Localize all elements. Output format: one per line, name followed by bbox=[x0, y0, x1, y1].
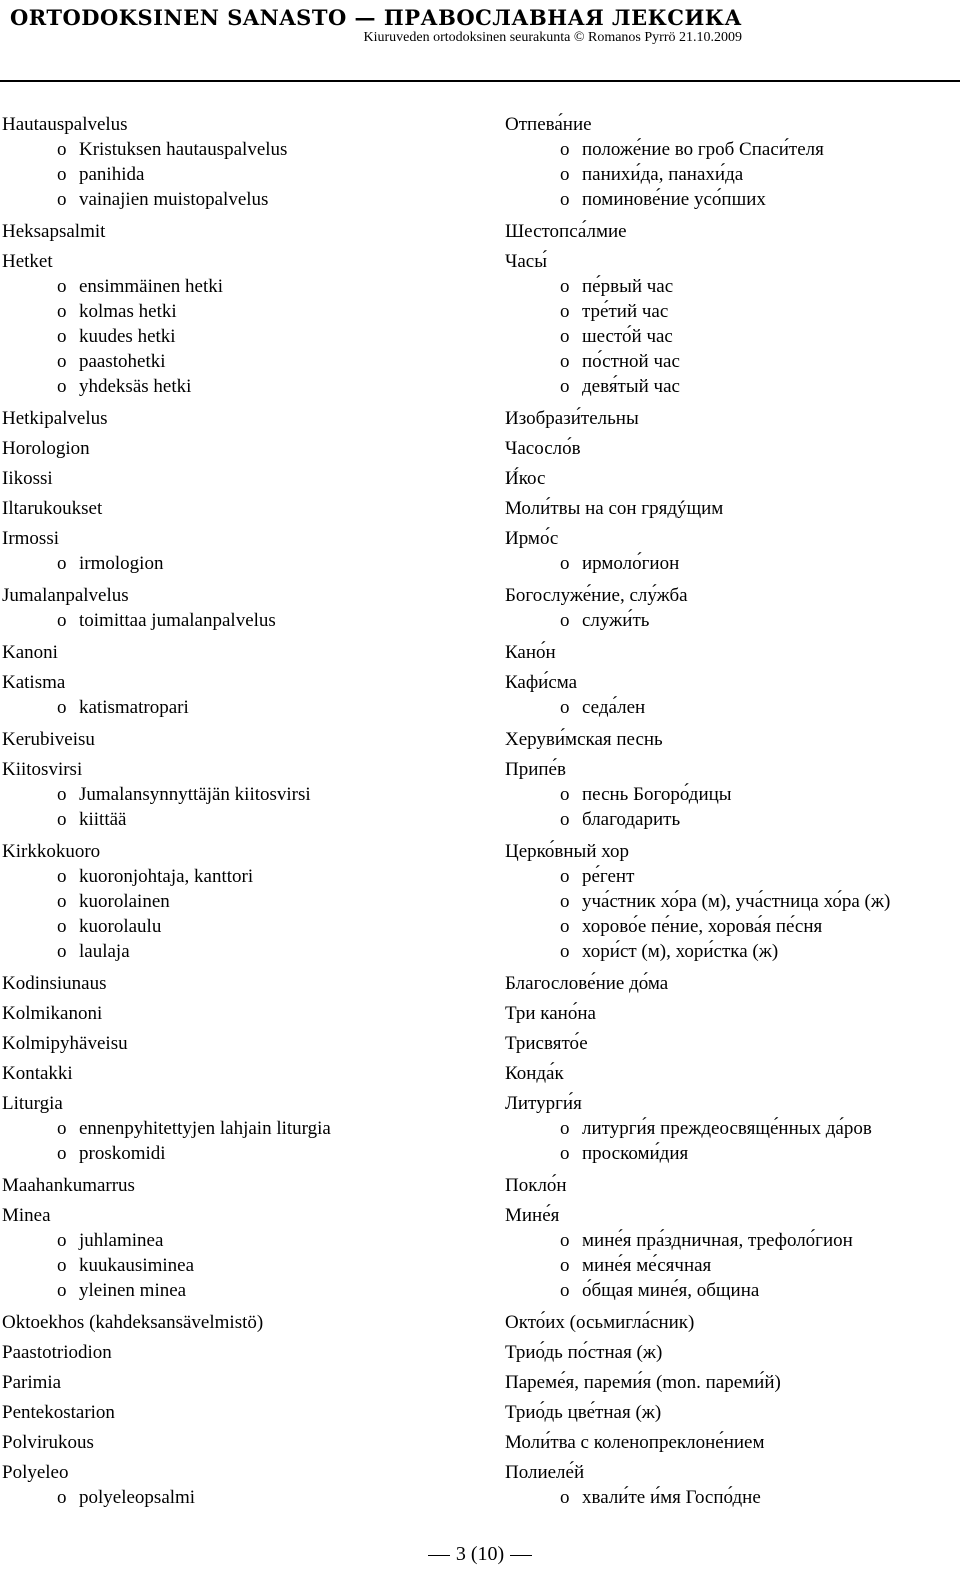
glossary-entry bbox=[505, 217, 955, 247]
entry-term: Hetkipalvelus bbox=[2, 408, 108, 429]
bullet-icon: o bbox=[57, 1230, 67, 1251]
subentry-list bbox=[2, 137, 492, 217]
entry-term: Kolmikanoni bbox=[2, 1003, 103, 1024]
bullet-icon: o bbox=[560, 941, 570, 962]
bullet-icon: o bbox=[57, 916, 67, 937]
subentry-text: yhdeksäs hetki bbox=[79, 376, 192, 397]
bullet-icon: o bbox=[57, 376, 67, 397]
footer-dash-right bbox=[510, 1555, 532, 1556]
glossary-entry bbox=[505, 638, 955, 668]
entry-term: Maahankumarrus bbox=[2, 1175, 135, 1196]
glossary-entry bbox=[2, 755, 492, 837]
subentry-text: девя́тый час bbox=[582, 376, 680, 397]
bullet-icon: o bbox=[57, 809, 67, 830]
subentry-list bbox=[2, 864, 492, 969]
glossary-entry bbox=[2, 837, 492, 969]
subentry-text: laulaja bbox=[79, 941, 130, 962]
glossary-entry bbox=[2, 999, 492, 1029]
subentry bbox=[2, 274, 492, 299]
bullet-icon: o bbox=[560, 1143, 570, 1164]
glossary-entry bbox=[2, 1029, 492, 1059]
bullet-icon: o bbox=[57, 1118, 67, 1139]
bullet-icon: o bbox=[560, 1118, 570, 1139]
bullet-icon: o bbox=[57, 326, 67, 347]
entry-term: Изобрази́тельны bbox=[505, 408, 639, 429]
entry-term: Hetket bbox=[2, 251, 53, 272]
glossary-entry bbox=[505, 581, 955, 638]
glossary-entry bbox=[505, 494, 955, 524]
bullet-icon: o bbox=[57, 301, 67, 322]
bullet-icon: o bbox=[57, 866, 67, 887]
entry-term: Kerubiveisu bbox=[2, 729, 95, 750]
entry-term: Parimia bbox=[2, 1372, 62, 1393]
subentry-text: ре́гент bbox=[582, 866, 635, 887]
glossary-entry bbox=[505, 524, 955, 581]
glossary-entry bbox=[505, 1171, 955, 1201]
subentry bbox=[505, 608, 955, 633]
subentry bbox=[2, 1141, 492, 1166]
bullet-icon: o bbox=[560, 351, 570, 372]
subentry-text: поминове́ние усо́пших bbox=[582, 189, 766, 210]
glossary-entry bbox=[505, 1089, 955, 1171]
entry-term: Minea bbox=[2, 1205, 51, 1226]
glossary-entry bbox=[505, 434, 955, 464]
subentry-text: проскоми́дия bbox=[582, 1143, 689, 1164]
glossary-entry bbox=[2, 110, 492, 217]
entry-term: Часосло́в bbox=[505, 438, 581, 459]
bullet-icon: o bbox=[560, 916, 570, 937]
subentry bbox=[2, 782, 492, 807]
subentry-text: седа́лен bbox=[582, 697, 646, 718]
glossary-entry bbox=[505, 999, 955, 1029]
subentry-list bbox=[2, 1116, 492, 1171]
subentry-list bbox=[505, 274, 955, 404]
subentry-text: литурги́я преждеосвяще́нных да́ров bbox=[582, 1118, 872, 1139]
subentry-text: хвали́те и́мя Госпо́дне bbox=[582, 1487, 761, 1508]
entry-term: Трисвято́е bbox=[505, 1033, 588, 1054]
subentry bbox=[505, 274, 955, 299]
entry-term: Kirkkokuoro bbox=[2, 841, 101, 862]
glossary-entry bbox=[2, 638, 492, 668]
subentry-text: panihida bbox=[79, 164, 145, 185]
subentry bbox=[2, 349, 492, 374]
subentry bbox=[505, 324, 955, 349]
entry-term: Шестопса́лмие bbox=[505, 221, 627, 242]
bullet-icon: o bbox=[57, 553, 67, 574]
subentry-text: paastohetki bbox=[79, 351, 166, 372]
subentry-list bbox=[505, 1116, 955, 1171]
entry-term: Pentekostarion bbox=[2, 1402, 115, 1423]
page-header bbox=[10, 6, 742, 46]
entry-term: Irmossi bbox=[2, 528, 59, 549]
entry-term: Jumalanpalvelus bbox=[2, 585, 129, 606]
entry-term: Hautauspalvelus bbox=[2, 114, 128, 135]
subentry-text: о́бщая мине́я, община bbox=[582, 1280, 760, 1301]
bullet-icon: o bbox=[560, 326, 570, 347]
subentry bbox=[2, 1278, 492, 1303]
subentry-text: тре́тий час bbox=[582, 301, 669, 322]
bullet-icon: o bbox=[560, 866, 570, 887]
subentry bbox=[505, 551, 955, 576]
subentry bbox=[505, 889, 955, 914]
subentry-text: ensimmäinen hetki bbox=[79, 276, 224, 297]
subentry-text: kuudes hetki bbox=[79, 326, 176, 347]
page-number: 3 (10) bbox=[455, 1543, 505, 1565]
subentry bbox=[505, 1141, 955, 1166]
bullet-icon: o bbox=[560, 1230, 570, 1251]
subentry-list bbox=[2, 1228, 492, 1308]
subentry-list bbox=[2, 695, 492, 725]
glossary-entry bbox=[2, 1398, 492, 1428]
subentry-text: kuoronjohtaja, kanttori bbox=[79, 866, 254, 887]
glossary-entry bbox=[2, 217, 492, 247]
entry-term: Kanoni bbox=[2, 642, 58, 663]
glossary-entry bbox=[505, 837, 955, 969]
glossary-entry bbox=[2, 524, 492, 581]
bullet-icon: o bbox=[57, 351, 67, 372]
subentry bbox=[505, 137, 955, 162]
glossary-entry bbox=[2, 1368, 492, 1398]
entry-term: Припе́в bbox=[505, 759, 566, 780]
subentry-text: служи́ть bbox=[582, 610, 650, 631]
subentry bbox=[2, 137, 492, 162]
subentry-text: песнь Богоро́дицы bbox=[582, 784, 732, 805]
entry-term: Polyeleo bbox=[2, 1462, 69, 1483]
glossary-entry bbox=[505, 668, 955, 725]
subentry-text: katismatropari bbox=[79, 697, 189, 718]
glossary-entry bbox=[505, 725, 955, 755]
entry-term: Трио́дь цве́тная (ж) bbox=[505, 1402, 662, 1423]
entry-term: Horologion bbox=[2, 438, 90, 459]
subentry bbox=[2, 187, 492, 212]
subentry-text: хори́ст (м), хори́стка (ж) bbox=[582, 941, 779, 962]
entry-term: Полиеле́й bbox=[505, 1462, 585, 1483]
bullet-icon: o bbox=[560, 376, 570, 397]
subentry-list bbox=[2, 274, 492, 404]
finnish-column bbox=[2, 110, 492, 1515]
glossary-entry bbox=[2, 494, 492, 524]
bullet-icon: o bbox=[560, 1487, 570, 1508]
glossary-entry bbox=[2, 1089, 492, 1171]
glossary-entry bbox=[505, 1059, 955, 1089]
subentry-text: kuorolainen bbox=[79, 891, 170, 912]
glossary-entry bbox=[505, 1201, 955, 1308]
subentry bbox=[2, 1116, 492, 1141]
subentry-text: положе́ние во гроб Спаси́теля bbox=[582, 139, 824, 160]
subentry bbox=[505, 864, 955, 889]
subentry-text: Jumalansynnyttäjän kiitosvirsi bbox=[79, 784, 311, 805]
bullet-icon: o bbox=[560, 784, 570, 805]
footer-dash-left bbox=[428, 1555, 450, 1556]
subentry-list bbox=[505, 782, 955, 837]
subentry-text: kuukausiminea bbox=[79, 1255, 195, 1276]
subentry bbox=[505, 1228, 955, 1253]
entry-term: Мине́я bbox=[505, 1205, 560, 1226]
entry-term: Iltarukoukset bbox=[2, 498, 103, 519]
bullet-icon: o bbox=[57, 1280, 67, 1301]
subentry-text: мине́я пра́здничная, трефоло́гион bbox=[582, 1230, 853, 1251]
bullet-icon: o bbox=[57, 276, 67, 297]
subentry-list bbox=[2, 782, 492, 837]
bullet-icon: o bbox=[57, 1487, 67, 1508]
entry-term: Окто́их (осьмигла́сник) bbox=[505, 1312, 695, 1333]
bullet-icon: o bbox=[57, 189, 67, 210]
header-rule bbox=[0, 80, 960, 82]
glossary-entry bbox=[2, 725, 492, 755]
bullet-icon: o bbox=[57, 610, 67, 631]
subentry bbox=[2, 299, 492, 324]
subentry-text: пе́рвый час bbox=[582, 276, 674, 297]
glossary-entry bbox=[505, 1398, 955, 1428]
entry-term: Моли́твы на сон грядýщим bbox=[505, 498, 724, 519]
document-title: ORTODOKSINEN SANASTO — ПРАВОСЛАВНАЯ ЛЕКСИКА bbox=[9, 5, 742, 30]
entry-term: Пареме́я, пареми́я (mon. пареми́й) bbox=[505, 1372, 781, 1393]
glossary-entry bbox=[505, 755, 955, 837]
subentry-text: vainajien muistopalvelus bbox=[79, 189, 269, 210]
bullet-icon: o bbox=[560, 164, 570, 185]
subentry bbox=[2, 889, 492, 914]
subentry bbox=[2, 1253, 492, 1278]
glossary-entry bbox=[2, 1428, 492, 1458]
entry-term: Литурги́я bbox=[505, 1093, 582, 1114]
glossary-entry bbox=[505, 464, 955, 494]
bullet-icon: o bbox=[560, 139, 570, 160]
subentry bbox=[2, 864, 492, 889]
entry-term: Liturgia bbox=[2, 1093, 63, 1114]
entry-term: Iikossi bbox=[2, 468, 53, 489]
glossary-entry bbox=[2, 464, 492, 494]
entry-term: Три кано́на bbox=[505, 1003, 596, 1024]
glossary-entry bbox=[505, 247, 955, 404]
russian-column bbox=[505, 110, 955, 1515]
subentry-text: proskomidi bbox=[79, 1143, 166, 1164]
subentry-list bbox=[505, 551, 955, 581]
entry-term: Kiitosvirsi bbox=[2, 759, 83, 780]
subentry bbox=[505, 914, 955, 939]
glossary-entry bbox=[505, 404, 955, 434]
subentry-text: хорово́е пе́ние, хорова́я пе́сня bbox=[582, 916, 823, 937]
entry-term: Благослове́ние до́ма bbox=[505, 973, 669, 994]
subentry bbox=[505, 1253, 955, 1278]
glossary-entry bbox=[505, 969, 955, 999]
entry-term: Kontakki bbox=[2, 1063, 73, 1084]
glossary-entry bbox=[505, 1428, 955, 1458]
glossary-entry bbox=[2, 404, 492, 434]
bullet-icon: o bbox=[57, 941, 67, 962]
glossary-entry bbox=[505, 110, 955, 217]
glossary-entry bbox=[505, 1029, 955, 1059]
subentry-text: kiittää bbox=[79, 809, 127, 830]
entry-term: Покло́н bbox=[505, 1175, 567, 1196]
subentry-text: ирмоло́гион bbox=[582, 553, 680, 574]
glossary-entry bbox=[505, 1458, 955, 1515]
subentry bbox=[505, 1278, 955, 1303]
glossary-entry bbox=[2, 1458, 492, 1515]
bullet-icon: o bbox=[57, 1143, 67, 1164]
subentry-text: ennenpyhitettyjen lahjain liturgia bbox=[79, 1118, 331, 1139]
bullet-icon: o bbox=[57, 139, 67, 160]
subentry bbox=[505, 1485, 955, 1510]
subentry-text: polyeleopsalmi bbox=[79, 1487, 196, 1508]
subentry-text: уча́стник хо́ра (м), уча́стница хо́ра (ж) bbox=[582, 891, 891, 912]
glossary-entry bbox=[2, 1201, 492, 1308]
glossary-entry bbox=[2, 434, 492, 464]
bullet-icon: o bbox=[560, 891, 570, 912]
entry-term: Отпева́ние bbox=[505, 114, 592, 135]
bullet-icon: o bbox=[57, 697, 67, 718]
subentry-list bbox=[2, 1485, 492, 1515]
bullet-icon: o bbox=[560, 610, 570, 631]
glossary-entry bbox=[2, 1338, 492, 1368]
subentry bbox=[505, 807, 955, 832]
bullet-icon: o bbox=[560, 301, 570, 322]
subentry-list bbox=[505, 137, 955, 217]
subentry bbox=[2, 162, 492, 187]
entry-term: Часы́ bbox=[505, 251, 547, 272]
subentry-list bbox=[505, 608, 955, 638]
entry-term: Kolmipyhäveisu bbox=[2, 1033, 128, 1054]
entry-term: Кафи́сма bbox=[505, 672, 578, 693]
subentry-text: yleinen minea bbox=[79, 1280, 187, 1301]
subentry bbox=[2, 695, 492, 720]
bullet-icon: o bbox=[560, 189, 570, 210]
subentry bbox=[505, 695, 955, 720]
subentry bbox=[505, 187, 955, 212]
entry-term: Katisma bbox=[2, 672, 66, 693]
bullet-icon: o bbox=[57, 164, 67, 185]
glossary-entry bbox=[505, 1368, 955, 1398]
subentry bbox=[2, 1485, 492, 1510]
subentry bbox=[2, 914, 492, 939]
subentry bbox=[505, 1116, 955, 1141]
subentry bbox=[2, 1228, 492, 1253]
subentry-text: по́стной час bbox=[582, 351, 680, 372]
bullet-icon: o bbox=[57, 1255, 67, 1276]
subentry-text: мине́я ме́сячная bbox=[582, 1255, 712, 1276]
subentry-list bbox=[2, 551, 492, 581]
subentry-list bbox=[505, 695, 955, 725]
entry-term: Богослуже́ние, слу́жба bbox=[505, 585, 688, 606]
subentry-text: Kristuksen hautauspalvelus bbox=[79, 139, 288, 160]
subentry bbox=[2, 374, 492, 399]
bullet-icon: o bbox=[57, 784, 67, 805]
entry-term: Paastotriodion bbox=[2, 1342, 112, 1363]
subentry-text: toimittaa jumalanpalvelus bbox=[79, 610, 276, 631]
glossary-entry bbox=[505, 1308, 955, 1338]
entry-term: Kodinsiunaus bbox=[2, 973, 107, 994]
glossary-entry bbox=[2, 668, 492, 725]
subentry bbox=[505, 939, 955, 964]
entry-term: Кано́н bbox=[505, 642, 556, 663]
subentry-text: kolmas hetki bbox=[79, 301, 177, 322]
subentry bbox=[505, 782, 955, 807]
entry-term: Церко́вный хор bbox=[505, 841, 630, 862]
glossary-entry bbox=[505, 1338, 955, 1368]
entry-term: Трио́дь по́стная (ж) bbox=[505, 1342, 663, 1363]
bullet-icon: o bbox=[560, 276, 570, 297]
entry-term: Heksapsalmit bbox=[2, 221, 106, 242]
subentry bbox=[505, 374, 955, 399]
subentry bbox=[505, 162, 955, 187]
bullet-icon: o bbox=[560, 697, 570, 718]
subentry-text: благодарить bbox=[582, 809, 681, 830]
subentry bbox=[2, 807, 492, 832]
glossary-entry bbox=[2, 1308, 492, 1338]
page-footer bbox=[0, 1541, 960, 1567]
glossary-entry bbox=[2, 581, 492, 638]
glossary-entry bbox=[2, 969, 492, 999]
subentry-list bbox=[505, 864, 955, 969]
subentry-list bbox=[2, 608, 492, 638]
glossary-entry bbox=[2, 1171, 492, 1201]
entry-term: Херуви́мская песнь bbox=[505, 729, 663, 750]
subentry bbox=[2, 608, 492, 633]
subentry bbox=[505, 349, 955, 374]
subentry bbox=[505, 299, 955, 324]
bullet-icon: o bbox=[560, 553, 570, 574]
subentry-text: kuorolaulu bbox=[79, 916, 162, 937]
entry-term: И́кос bbox=[505, 468, 546, 489]
bullet-icon: o bbox=[560, 1280, 570, 1301]
glossary-entry bbox=[2, 1059, 492, 1089]
subentry bbox=[2, 939, 492, 964]
bullet-icon: o bbox=[57, 891, 67, 912]
subentry-list bbox=[505, 1228, 955, 1308]
subentry-text: irmologion bbox=[79, 553, 164, 574]
subentry-text: панихи́да, панахи́да bbox=[582, 164, 744, 185]
entry-term: Oktoekhos (kahdeksansävelmistö) bbox=[2, 1312, 264, 1333]
entry-term: Конда́к bbox=[505, 1063, 564, 1084]
entry-term: Polvirukous bbox=[2, 1432, 94, 1453]
bullet-icon: o bbox=[560, 809, 570, 830]
subentry bbox=[2, 551, 492, 576]
document-subtitle: Kiuruveden ortodoksinen seurakunta © Romanos Pyrrö 21.10.2009 bbox=[363, 30, 742, 45]
entry-term: Ирмо́с bbox=[505, 528, 559, 549]
subentry bbox=[2, 324, 492, 349]
entry-term: Моли́тва с коленопреклоне́нием bbox=[505, 1432, 765, 1453]
subentry-list bbox=[505, 1485, 955, 1515]
bullet-icon: o bbox=[560, 1255, 570, 1276]
glossary-entry bbox=[2, 247, 492, 404]
subentry-text: шесто́й час bbox=[582, 326, 673, 347]
subentry-text: juhlaminea bbox=[79, 1230, 164, 1251]
